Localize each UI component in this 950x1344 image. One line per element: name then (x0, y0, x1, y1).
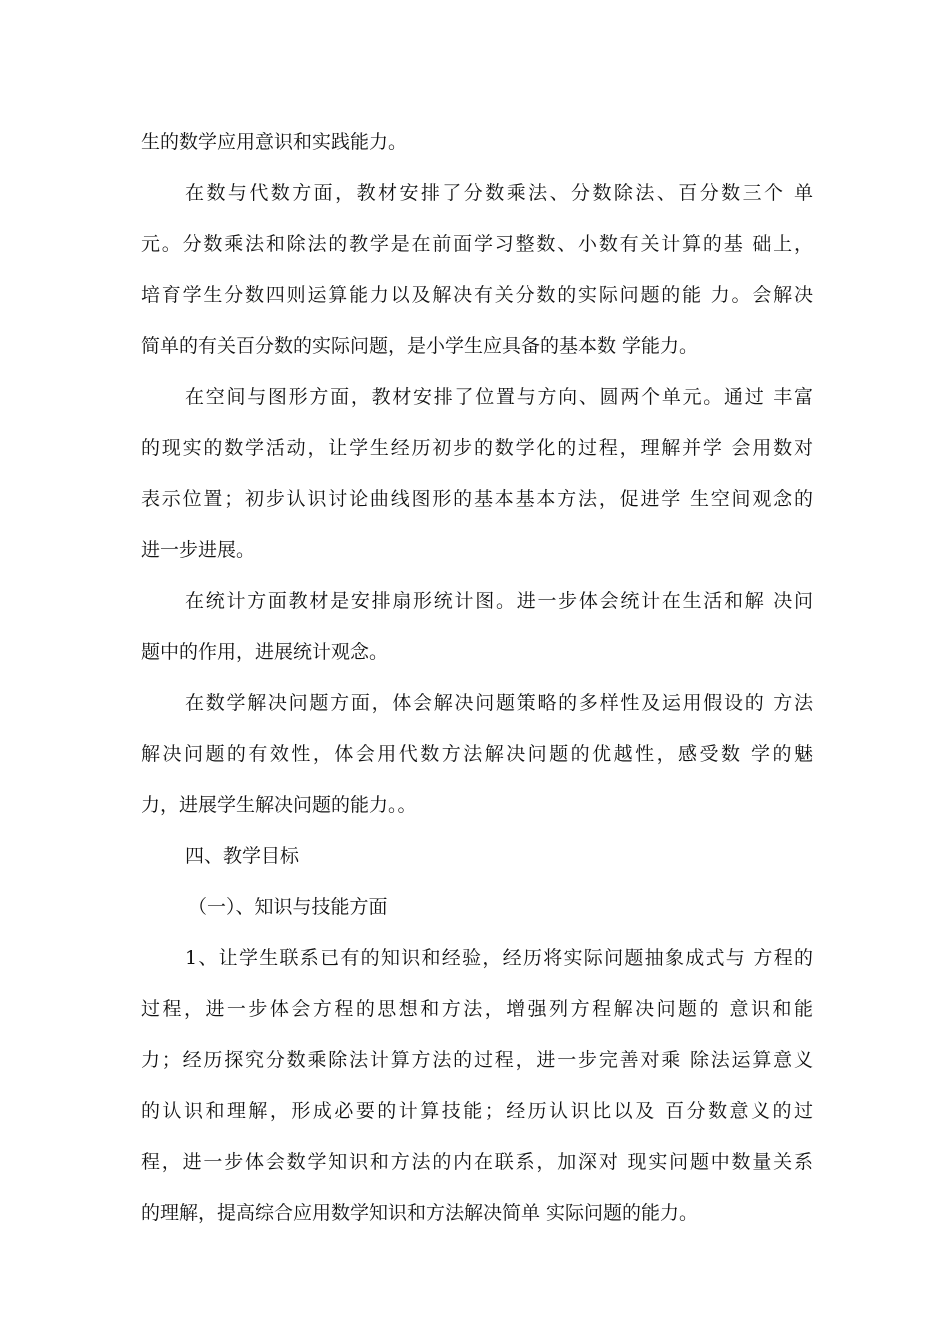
text-line: 在空间与图形方面，教材安排了位置与方向、圆两个单元。通过 丰富 (185, 386, 813, 408)
text-line: 过程，进一步体会方程的思想和方法，增强列方程解决问题的 意识和能 (141, 998, 813, 1020)
text-line: 在统计方面教材是安排扇形统计图。进一步体会统计在生活和解 决问 (185, 590, 813, 612)
text-line: 的现实的数学活动，让学生经历初步的数学化的过程，理解并学 会用数对 (141, 437, 813, 459)
text-line: 表示位置；初步认识讨论曲线图形的基本基本方法，促进学 生空间观念的 (141, 488, 813, 510)
text-line: 培育学生分数四则运算能力以及解决有关分数的实际问题的能 力。会解决 (141, 284, 813, 306)
text-line: 解决问题的有效性，体会用代数方法解决问题的优越性，感受数 学的魅 (141, 743, 813, 765)
text-line: 进一步进展。 (141, 539, 256, 561)
text-line: 在数学解决问题方面，体会解决问题策略的多样性及运用假设的 方法 (185, 692, 813, 714)
subsection-heading: （一）、知识与技能方面 (188, 896, 388, 918)
text-line: 的理解，提高综合应用数学知识和方法解决简单 实际问题的能力。 (141, 1202, 699, 1224)
text-line: 1、让学生联系已有的知识和经验，经历将实际问题抽象成式与 方程的 (185, 947, 813, 969)
text-line: 程，进一步体会数学知识和方法的内在联系，加深对 现实问题中数量关系 (141, 1151, 813, 1173)
text-line: 题中的作用，进展统计观念。 (141, 641, 389, 663)
text-line: 生的数学应用意识和实践能力。 (141, 131, 408, 153)
text-line: 简单的有关百分数的实际问题，是小学生应具备的基本数 学能力。 (141, 335, 699, 357)
section-heading: 四、教学目标 (185, 845, 300, 867)
text-line: 元。分数乘法和除法的教学是在前面学习整数、小数有关计算的基 础上， (141, 233, 813, 255)
text-line: 力；经历探究分数乘除法计算方法的过程，进一步完善对乘 除法运算意义 (141, 1049, 813, 1071)
text-line: 在数与代数方面，教材安排了分数乘法、分数除法、百分数三个 单 (185, 182, 813, 204)
text-line: 的认识和理解，形成必要的计算技能；经历认识比以及 百分数意义的过 (141, 1100, 813, 1122)
text-line: 力，进展学生解决问题的能力。。 (141, 794, 417, 816)
